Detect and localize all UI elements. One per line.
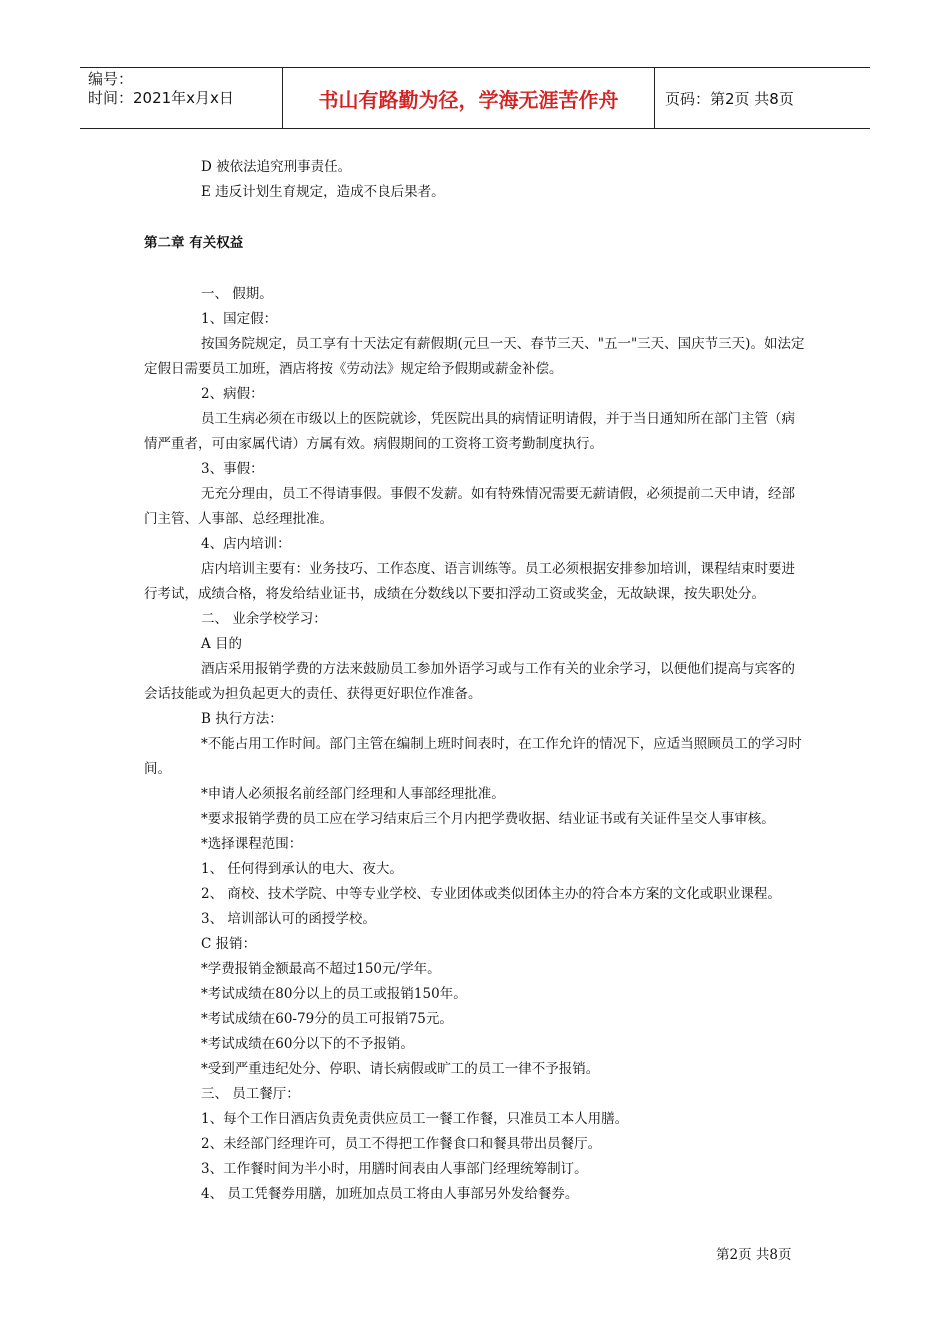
paragraph: *申请人必须报名前经部门经理和人事部经理批准。	[201, 786, 505, 802]
list-item: 2、未经部门经理许可，员工不得把工作餐食口和餐具带出员餐厅。	[201, 1136, 602, 1152]
paragraph: 4、店内培训：	[201, 536, 291, 552]
paragraph: 无充分理由，员工不得请事假。事假不发薪。如有特殊情况需要无薪请假，必须提前二天申请，经部门主管、人事部、总经理批准。	[144, 486, 795, 527]
chapter-heading: 第二章 有关权益	[144, 235, 244, 251]
paragraph: C 报销：	[201, 936, 257, 952]
paragraph: *考试成绩在60分以下的不予报销。	[201, 1036, 414, 1052]
paragraph: *不能占用工作时间。部门主管在编制上班时间表时，在工作允许的情况下，应适当照顾员工的学习时间。	[144, 736, 802, 777]
doc-time-label: 时间：2021年x月x日	[88, 89, 234, 107]
paragraph: E 违反计划生育规定，造成不良后果者。	[201, 184, 445, 200]
list-item: 2、 商校、技术学院、中等专业学校、专业团体或类似团体主办的符合本方案的文化或职业课程。	[201, 886, 781, 902]
header-page-number: 页码：第2页 共8页	[665, 89, 794, 108]
list-item: 1、 任何得到承认的电大、夜大。	[201, 861, 403, 877]
paragraph: 酒店采用报销学费的方法来鼓励员工参加外语学习或与工作有关的业余学习，以便他们提高与宾客的会话技能或为担负起更大的责任、获得更好职位作准备。	[144, 661, 795, 702]
paragraph: 3、事假：	[201, 461, 264, 477]
list-item: 3、工作餐时间为半小时，用膳时间表由人事部门经理统筹制订。	[201, 1161, 588, 1177]
paragraph: *考试成绩在60-79分的员工可报销75元。	[201, 1011, 453, 1027]
list-item: 1、每个工作日酒店负责免责供应员工一餐工作餐，只准员工本人用膳。	[201, 1111, 629, 1127]
paragraph: *考试成绩在80分以上的员工或报销150年。	[201, 986, 467, 1002]
header-meta	[80, 68, 282, 128]
paragraph: 员工生病必须在市级以上的医院就诊，凭医院出具的病情证明请假，并于当日通知所在部门主管（病情严重者，可由家属代请）方属有效。病假期间的工资将工资考勤制度执行。	[144, 411, 795, 452]
paragraph: *学费报销金额最高不超过150元/学年。	[201, 961, 441, 977]
paragraph: B 执行方法：	[201, 711, 283, 727]
paragraph: 按国务院规定，员工享有十天法定有薪假期(元旦一天、春节三天、"五一"三天、国庆节三天)。如法定定假日需要员工加班，酒店将按《劳动法》规定给予假期或薪金补偿。	[144, 336, 805, 377]
document-body	[144, 155, 808, 1207]
paragraph: *选择课程范围：	[201, 836, 303, 852]
paragraph: A 目的	[201, 636, 243, 652]
section-heading: 三、 员工餐厅：	[201, 1086, 300, 1102]
paragraph: 店内培训主要有：业务技巧、工作态度、语言训练等。员工必须根据安排参加培训，课程结束时要进行考试，成绩合格，将发给结业证书，成绩在分数线以下要扣浮动工资或奖金，无故缺课，按失职处分。	[144, 561, 795, 602]
list-item: 3、 培训部认可的函授学校。	[201, 911, 376, 927]
page-header	[80, 67, 870, 129]
paragraph: *要求报销学费的员工应在学习结束后三个月内把学费收据、结业证书或有关证件呈交人事审核。	[201, 811, 775, 827]
page-footer: 第2页 共8页	[716, 1247, 792, 1263]
paragraph: D 被依法追究刑事责任。	[201, 159, 352, 175]
paragraph: 1、国定假：	[201, 311, 278, 327]
section-heading: 二、 业余学校学习：	[201, 611, 327, 627]
header-motto: 书山有路勤为径，学海无涯苦作舟	[282, 68, 655, 128]
paragraph: *受到严重违纪处分、停职、请长病假或旷工的员工一律不予报销。	[201, 1061, 600, 1077]
section-heading: 一、 假期。	[201, 286, 273, 302]
doc-number-label: 编号：	[88, 70, 134, 88]
paragraph: 2、病假：	[201, 386, 264, 402]
list-item: 4、 员工凭餐券用膳，加班加点员工将由人事部另外发给餐券。	[201, 1186, 579, 1202]
